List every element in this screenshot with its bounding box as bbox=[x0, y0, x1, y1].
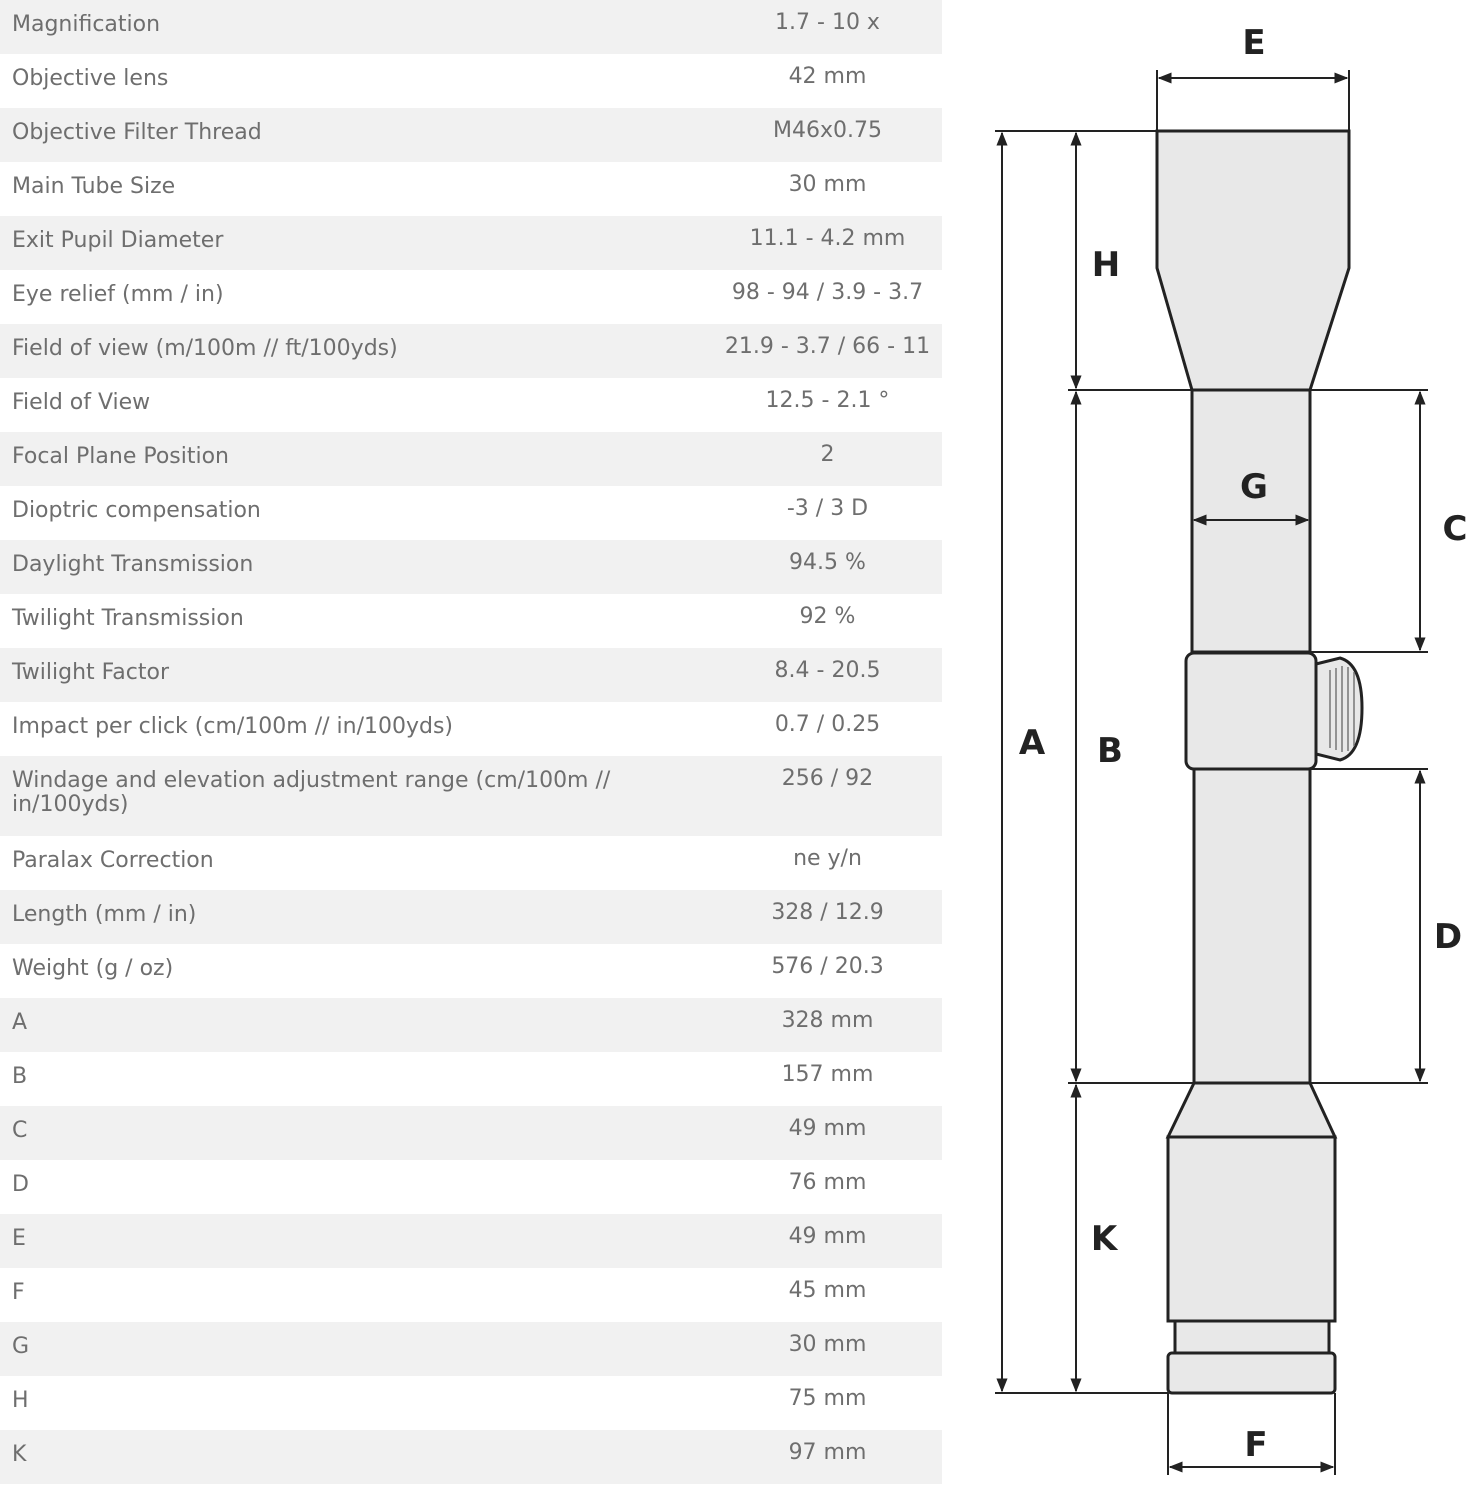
spec-label: Twilight Factor bbox=[12, 660, 169, 685]
spec-value: 42 mm bbox=[788, 64, 867, 89]
spec-label: Eye relief (mm / in) bbox=[12, 282, 224, 307]
spec-label: H bbox=[12, 1388, 29, 1413]
spec-label: Twilight Transmission bbox=[12, 606, 244, 631]
spec-label: Field of view (m/100m // ft/100yds) bbox=[12, 336, 398, 361]
spec-value: 328 / 12.9 bbox=[771, 900, 884, 925]
spec-value: 76 mm bbox=[788, 1170, 867, 1195]
spec-label: Length (mm / in) bbox=[12, 902, 197, 927]
spec-value: 576 / 20.3 bbox=[771, 954, 884, 979]
spec-row-objective-lens bbox=[0, 54, 942, 108]
spec-row-dim-e bbox=[0, 1214, 942, 1268]
scope-dimension-diagram bbox=[942, 0, 1471, 1494]
spec-value: 97 mm bbox=[788, 1440, 867, 1465]
spec-row-exit-pupil bbox=[0, 216, 942, 270]
spec-value: 30 mm bbox=[788, 172, 867, 197]
eyepiece-taper bbox=[1168, 1083, 1335, 1137]
turret-saddle bbox=[1186, 653, 1316, 769]
spec-label: A bbox=[12, 1010, 28, 1035]
spec-value: 2 bbox=[820, 442, 835, 467]
spec-label: Magnification bbox=[12, 12, 161, 37]
spec-value: 75 mm bbox=[788, 1386, 867, 1411]
spec-row-dim-k bbox=[0, 1430, 942, 1484]
spec-value: 328 mm bbox=[781, 1008, 874, 1033]
rear-tube bbox=[1194, 769, 1310, 1083]
spec-row-dim-f bbox=[0, 1268, 942, 1322]
spec-row-dim-c bbox=[0, 1106, 942, 1160]
spec-value: -3 / 3 D bbox=[786, 496, 869, 521]
dim-label-e: E bbox=[1242, 23, 1266, 63]
spec-row-dim-b bbox=[0, 1052, 942, 1106]
spec-row-dim-d bbox=[0, 1160, 942, 1214]
spec-value: 8.4 - 20.5 bbox=[774, 658, 881, 683]
spec-label: Main Tube Size bbox=[12, 174, 176, 199]
spec-row-adjustment-range bbox=[0, 756, 942, 836]
dim-label-h: H bbox=[1091, 245, 1121, 285]
spec-label: Exit Pupil Diameter bbox=[12, 228, 224, 253]
spec-value: 98 - 94 / 3.9 - 3.7 bbox=[731, 280, 924, 305]
spec-label: Objective Filter Thread bbox=[12, 120, 262, 145]
spec-row-field-of-view-angle bbox=[0, 378, 942, 432]
spec-label: C bbox=[12, 1118, 28, 1143]
spec-row-dim-g bbox=[0, 1322, 942, 1376]
spec-value: 256 / 92 bbox=[781, 766, 874, 791]
spec-value: 49 mm bbox=[788, 1116, 867, 1141]
spec-label: D bbox=[12, 1172, 29, 1197]
spec-row-impact-per-click bbox=[0, 702, 942, 756]
dim-label-f: F bbox=[1244, 1425, 1268, 1465]
spec-row-length bbox=[0, 890, 942, 944]
spec-value: 92 % bbox=[799, 604, 856, 629]
eyepiece-cap bbox=[1168, 1353, 1335, 1393]
spec-label: Paralax Correction bbox=[12, 848, 214, 873]
spec-value: 157 mm bbox=[781, 1062, 874, 1087]
spec-value: ne y/n bbox=[793, 846, 862, 871]
spec-label: Impact per click (cm/100m // in/100yds) bbox=[12, 714, 454, 739]
spec-label: Focal Plane Position bbox=[12, 444, 230, 469]
spec-row-dioptric bbox=[0, 486, 942, 540]
spec-row-objective-filter-thread bbox=[0, 108, 942, 162]
spec-value: 12.5 - 2.1 ° bbox=[765, 388, 890, 413]
spec-label: K bbox=[12, 1442, 27, 1467]
spec-value: M46x0.75 bbox=[773, 118, 882, 143]
dim-label-c: C bbox=[1442, 509, 1468, 549]
spec-row-dim-a bbox=[0, 998, 942, 1052]
spec-label: F bbox=[12, 1280, 25, 1305]
spec-label: B bbox=[12, 1064, 28, 1089]
spec-value: 30 mm bbox=[788, 1332, 867, 1357]
spec-value: 49 mm bbox=[788, 1224, 867, 1249]
spec-row-focal-plane bbox=[0, 432, 942, 486]
spec-value: 21.9 - 3.7 / 66 - 11 bbox=[724, 334, 931, 359]
elevation-knob bbox=[1316, 658, 1362, 760]
spec-row-eye-relief bbox=[0, 270, 942, 324]
spec-label: Field of View bbox=[12, 390, 151, 415]
spec-value: 11.1 - 4.2 mm bbox=[749, 226, 906, 251]
spec-label: Windage and elevation adjustment range (cm/100m // in/100yds) bbox=[12, 768, 611, 817]
spec-label: G bbox=[12, 1334, 30, 1359]
spec-value: 45 mm bbox=[788, 1278, 867, 1303]
spec-label: Weight (g / oz) bbox=[12, 956, 174, 981]
dim-label-a: A bbox=[1018, 723, 1046, 763]
spec-label: E bbox=[12, 1226, 26, 1251]
spec-row-dim-h bbox=[0, 1376, 942, 1430]
spec-row-daylight-transmission bbox=[0, 540, 942, 594]
dim-label-d: D bbox=[1433, 917, 1463, 957]
spec-row-main-tube-size bbox=[0, 162, 942, 216]
spec-value: 94.5 % bbox=[789, 550, 866, 575]
spec-value: 1.7 - 10 x bbox=[775, 10, 880, 35]
spec-row-twilight-transmission bbox=[0, 594, 942, 648]
eyepiece-body bbox=[1168, 1137, 1335, 1321]
spec-row-parallax bbox=[0, 836, 942, 890]
spec-label: Objective lens bbox=[12, 66, 169, 91]
spec-row-twilight-factor bbox=[0, 648, 942, 702]
spec-value: 0.7 / 0.25 bbox=[774, 712, 881, 737]
scope-body bbox=[1157, 131, 1362, 1393]
dim-label-k: K bbox=[1090, 1219, 1118, 1259]
spec-label: Daylight Transmission bbox=[12, 552, 254, 577]
dim-label-g: G bbox=[1240, 467, 1268, 507]
spec-row-field-of-view-linear bbox=[0, 324, 942, 378]
objective-bell bbox=[1157, 131, 1349, 390]
dim-label-b: B bbox=[1097, 731, 1123, 771]
spec-label: Dioptric compensation bbox=[12, 498, 261, 523]
spec-row-magnification bbox=[0, 0, 942, 54]
eyepiece-ring bbox=[1175, 1321, 1329, 1353]
spec-row-weight bbox=[0, 944, 942, 998]
